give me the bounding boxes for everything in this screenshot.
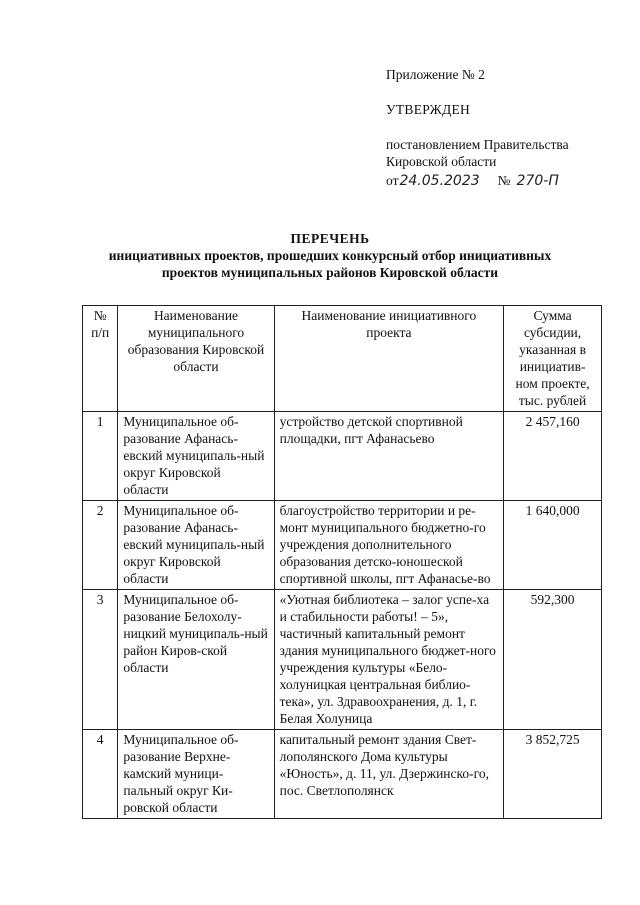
- approval-block: [386, 66, 626, 190]
- handwritten-date: 24.05.2023: [399, 173, 480, 189]
- row-num: 2: [83, 501, 118, 590]
- row-sum: 1 640,000: [504, 501, 602, 590]
- decree-line-1: постановлением Правительства: [386, 137, 569, 152]
- row-project: капитальный ремонт здания Свет-лополянского Дома культуры «Юность», д. 11, ул. Дзержинско-го, пос. Светлополянск: [274, 730, 504, 819]
- row-project: «Уютная библиотека – залог успе-ха и стабильности работы! – 5», частичный капитальный ремонт здания муниципального бюджет-ного учреждения культуры «Бело-холуницкая центральная библио-тека», ул. Здравоохранения, д. 1, г. Белая Холуница: [274, 590, 504, 730]
- row-project: благоустройство территории и ре-монт муниципального бюджетно-го учреждения дополнительного образования детско-юношеской спортивной школы, пгт Афанасье-во: [274, 501, 504, 590]
- header-sum: Сумма субсидии, указанная в инициатив-ном проекте, тыс. рублей: [504, 306, 602, 412]
- approved-label: УТВЕРЖДЕН: [386, 102, 471, 117]
- number-label: №: [497, 173, 511, 188]
- table-row: [83, 730, 602, 819]
- table-header-row: [83, 306, 602, 412]
- title-line-2: проектов муниципальных районов Кировской области: [161, 265, 499, 280]
- row-municipality: Муниципальное об-разование Верхне-камский муници-пальный округ Ки-ровской области: [118, 730, 274, 819]
- table-row: [83, 590, 602, 730]
- row-num: 3: [83, 590, 118, 730]
- header-municipality: Наименование муниципального образования Кировской области: [118, 306, 274, 412]
- title-line-1: инициативных проектов, прошедших конкурсный отбор инициативных: [108, 248, 552, 263]
- annex-label: Приложение № 2: [386, 67, 485, 82]
- row-num: 1: [83, 412, 118, 501]
- header-num: № п/п: [83, 306, 118, 412]
- date-prefix: от: [386, 173, 399, 188]
- row-sum: 3 852,725: [504, 730, 602, 819]
- title-heading: ПЕРЕЧЕНЬ: [290, 231, 370, 246]
- row-sum: 2 457,160: [504, 412, 602, 501]
- table-row: [83, 501, 602, 590]
- document-title: [60, 230, 600, 281]
- row-num: 4: [83, 730, 118, 819]
- row-municipality: Муниципальное об-разование Афанась-евский муниципаль-ный округ Кировской области: [118, 412, 274, 501]
- decree-line-2: Кировской области: [386, 154, 497, 169]
- row-municipality: Муниципальное об-разование Афанась-евский муниципаль-ный округ Кировской области: [118, 501, 274, 590]
- row-project: устройство детской спортивной площадки, пгт Афанасьево: [274, 412, 504, 501]
- table-row: [83, 412, 602, 501]
- row-sum: 592,300: [504, 590, 602, 730]
- projects-table: [82, 305, 602, 819]
- decree-date-number: [386, 172, 626, 190]
- handwritten-number: 270-П: [516, 173, 559, 189]
- row-municipality: Муниципальное об-разование Белохолу-ницкий муниципаль-ный район Киров-ской области: [118, 590, 274, 730]
- header-project: Наименование инициативного проекта: [274, 306, 504, 412]
